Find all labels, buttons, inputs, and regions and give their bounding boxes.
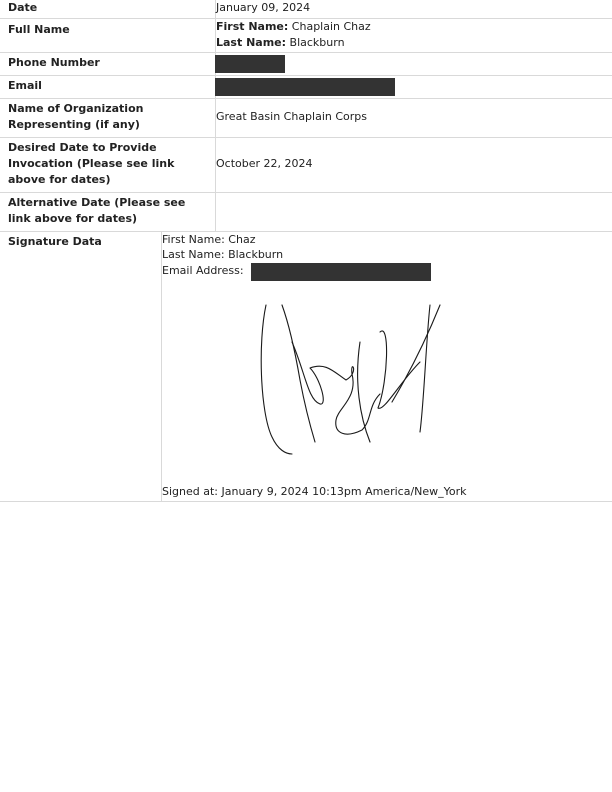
signature-email-redaction <box>251 263 431 281</box>
organization-label-line1: Name of Organization <box>8 102 144 115</box>
handwritten-signature <box>250 302 450 462</box>
organization-label-line2: Representing (if any) <box>8 118 140 131</box>
signature-first-name: First Name: Chaz <box>162 233 256 246</box>
column-divider <box>215 193 216 231</box>
last-name-line <box>216 35 345 51</box>
alternative-date-label-line1: Alternative Date (Please see <box>8 196 186 209</box>
signature-email-label: Email Address: <box>162 264 244 277</box>
desired-date-label-line2: Invocation (Please see link <box>8 157 175 170</box>
signature-label: Signature Data <box>8 235 102 248</box>
full-name-row <box>0 19 612 53</box>
date-label: Date <box>8 1 38 14</box>
email-label: Email <box>8 79 42 92</box>
phone-row <box>0 53 612 76</box>
organization-value: Great Basin Chaplain Corps <box>216 110 368 123</box>
full-name-label: Full Name <box>8 23 70 36</box>
organization-row <box>0 99 612 138</box>
first-name-label: First Name: <box>216 20 289 33</box>
desired-date-value: October 22, 2024 <box>216 157 313 170</box>
email-row <box>0 76 612 99</box>
first-name-line <box>216 19 371 35</box>
phone-redaction <box>215 55 285 73</box>
signature-signed-at: Signed at: January 9, 2024 10:13pm America/New_York <box>162 485 467 498</box>
desired-date-label-line3: above for dates) <box>8 173 111 186</box>
email-redaction <box>215 78 395 96</box>
last-name-value: Blackburn <box>289 36 345 49</box>
last-name-label: Last Name: <box>216 36 287 49</box>
phone-label: Phone Number <box>8 56 100 69</box>
date-value: January 09, 2024 <box>216 1 311 14</box>
desired-date-row <box>0 138 612 193</box>
alternative-date-label-line2: link above for dates) <box>8 212 138 225</box>
desired-date-label-line1: Desired Date to Provide <box>8 141 157 154</box>
first-name-value: Chaplain Chaz <box>291 20 371 33</box>
signature-last-name: Last Name: Blackburn <box>162 248 284 261</box>
date-row <box>0 0 612 19</box>
alternative-date-row <box>0 193 612 232</box>
signature-row <box>0 232 612 502</box>
